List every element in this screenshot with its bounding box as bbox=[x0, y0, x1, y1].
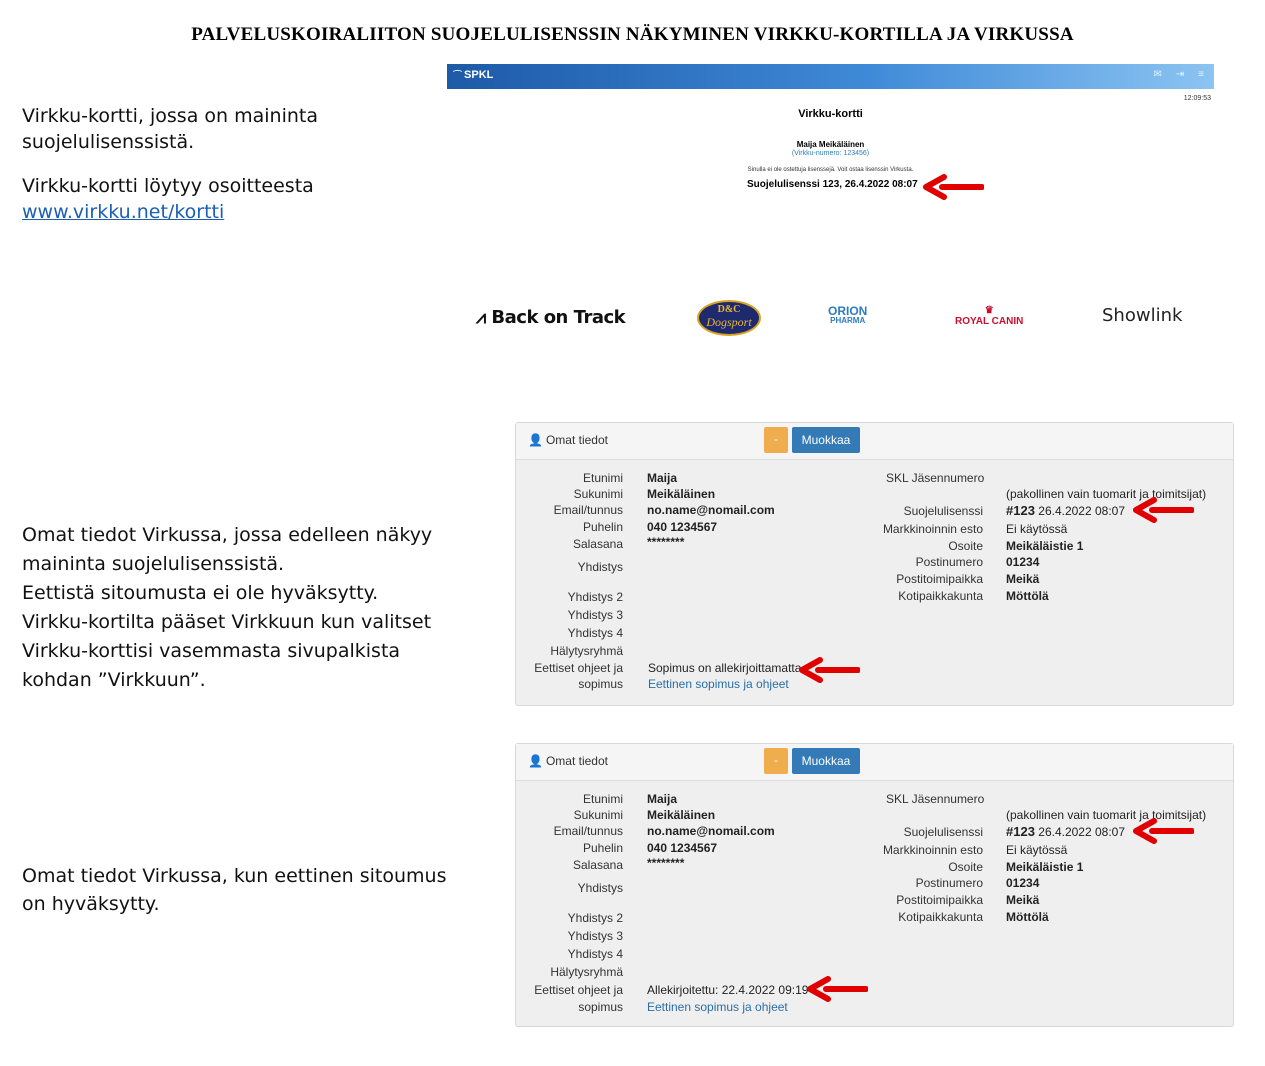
label-association-3: Yhdistys 3 bbox=[567, 608, 623, 622]
panel-title bbox=[528, 433, 608, 447]
intro-line: Virkku-kortti, jossa on maininta bbox=[22, 105, 318, 127]
red-arrow-icon bbox=[806, 976, 868, 1002]
value-post-office: Meikä bbox=[1006, 893, 1040, 907]
text-line: Omat tiedot Virkussa, jossa edelleen näkyy bbox=[22, 524, 433, 546]
value-address: Meikäläistie 1 bbox=[1006, 539, 1084, 553]
logout-icon[interactable]: ⇥ bbox=[1175, 69, 1185, 80]
license-value bbox=[1006, 503, 1125, 518]
member-number-note: (pakollinen vain tuomarit ja toimitsijat) bbox=[1006, 487, 1207, 501]
logo-text: Back on Track bbox=[491, 307, 626, 328]
label-alarm-group: Hälytysryhmä bbox=[550, 644, 623, 658]
label-home-municipality: Kotipaikkakunta bbox=[898, 910, 983, 924]
label-password: Salasana bbox=[572, 537, 623, 551]
page-title: PALVELUSKOIRALIITON SUOJELULISENSSIN NÄKYMINEN VIRKKU-KORTILLA JA VIRKUSSA bbox=[191, 24, 1074, 45]
value-first-name: Maija bbox=[647, 792, 678, 806]
value-last-name: Meikäläinen bbox=[647, 808, 716, 822]
value-first-name: Maija bbox=[647, 471, 678, 485]
license-line: Suojelulisenssi 123, 26.4.2022 08:07 bbox=[747, 179, 918, 190]
member-number: (Virkku-numero: 123456) bbox=[791, 150, 870, 157]
value-password: ******** bbox=[647, 535, 685, 549]
label-association-2: Yhdistys 2 bbox=[567, 911, 623, 925]
label-ethics: Eettiset ohjeet ja bbox=[534, 661, 623, 675]
license-date: 26.4.2022 08:07 bbox=[1038, 825, 1126, 839]
label-association-4: Yhdistys 4 bbox=[567, 626, 623, 640]
label-agreement: sopimus bbox=[578, 1000, 623, 1014]
bot-mark-icon: ⩘ bbox=[476, 307, 492, 328]
virkku-card-link[interactable]: www.virkku.net/kortti bbox=[22, 201, 225, 223]
label-association: Yhdistys bbox=[577, 560, 623, 574]
panel-header bbox=[516, 744, 1233, 781]
logo-text: ORION bbox=[828, 304, 868, 318]
label-phone: Puhelin bbox=[582, 841, 623, 855]
back-on-track-logo bbox=[476, 307, 625, 328]
clock: 12:09:53 bbox=[1183, 95, 1211, 102]
license-number: #123 bbox=[1006, 503, 1035, 518]
label-skl-member-number: SKL Jäsennumero bbox=[886, 792, 985, 806]
royal-canin-logo bbox=[955, 305, 1023, 327]
profile-panel bbox=[515, 422, 1234, 706]
text-line: Virkku-korttisi vasemmasta sivupalkista bbox=[22, 640, 401, 662]
edit-button[interactable]: Muokkaa bbox=[792, 427, 860, 453]
label-agreement: sopimus bbox=[578, 677, 623, 691]
label-marketing-block: Markkinoinnin esto bbox=[882, 522, 983, 536]
label-protection-license: Suojelulisenssi bbox=[903, 504, 983, 518]
label-skl-member-number: SKL Jäsennumero bbox=[886, 471, 985, 485]
showlink-logo: Showlink bbox=[1102, 305, 1183, 326]
spkl-logo[interactable] bbox=[453, 68, 493, 81]
red-arrow-icon bbox=[798, 657, 860, 683]
panel-title-text: Omat tiedot bbox=[545, 754, 608, 768]
label-post-office: Postitoimipaikka bbox=[896, 893, 983, 907]
panel-title-text: Omat tiedot bbox=[545, 433, 608, 447]
logo-text: Dogsport bbox=[706, 315, 752, 329]
label-last-name: Sukunimi bbox=[573, 487, 623, 501]
label-association-4: Yhdistys 4 bbox=[567, 947, 623, 961]
text-line: kohdan ”Virkkuun”. bbox=[22, 669, 206, 691]
value-last-name: Meikäläinen bbox=[647, 487, 716, 501]
value-email: no.name@nomail.com bbox=[647, 503, 775, 517]
text-line: maininta suojelulisenssistä. bbox=[22, 553, 285, 575]
logo-text: D&C bbox=[717, 304, 741, 315]
license-number: #123 bbox=[1006, 824, 1035, 839]
value-home-municipality: Möttölä bbox=[1006, 910, 1049, 924]
license-value bbox=[1006, 824, 1125, 839]
text-line: Eettistä sitoumusta ei ole hyväksytty. bbox=[22, 582, 379, 604]
member-number-note: (pakollinen vain tuomarit ja toimitsijat) bbox=[1006, 808, 1207, 822]
value-post-office: Meikä bbox=[1006, 572, 1040, 586]
panel-header bbox=[516, 423, 1233, 460]
label-post-office: Postitoimipaikka bbox=[896, 572, 983, 586]
bottom-text bbox=[22, 862, 447, 918]
middle-text bbox=[22, 521, 432, 695]
red-arrow-icon bbox=[1132, 818, 1194, 844]
label-postal-code: Postinumero bbox=[915, 555, 983, 569]
license-date: 26.4.2022 08:07 bbox=[1038, 504, 1126, 518]
menu-icon[interactable]: ≡ bbox=[1198, 69, 1204, 80]
label-address: Osoite bbox=[948, 860, 983, 874]
label-ethics: Eettiset ohjeet ja bbox=[534, 983, 623, 997]
member-name: Maija Meikäläinen bbox=[796, 140, 865, 149]
label-postal-code: Postinumero bbox=[915, 876, 983, 890]
text-line: Omat tiedot Virkussa, kun eettinen sitoumus bbox=[22, 865, 447, 887]
label-first-name: Etunimi bbox=[582, 471, 623, 485]
label-last-name: Sukunimi bbox=[573, 808, 623, 822]
nav-icons bbox=[1139, 69, 1204, 80]
collapse-button[interactable]: - bbox=[764, 427, 788, 453]
panel-title bbox=[528, 754, 608, 768]
user-icon: 👤 bbox=[528, 754, 543, 768]
value-postal-code: 01234 bbox=[1006, 555, 1040, 569]
label-address: Osoite bbox=[948, 539, 983, 553]
logo-text: SPKL bbox=[464, 69, 494, 81]
value-marketing-block: Ei käytössä bbox=[1006, 843, 1068, 857]
dc-dogsport-logo bbox=[697, 300, 761, 336]
value-home-municipality: Möttölä bbox=[1006, 589, 1049, 603]
ethics-status: Sopimus on allekirjoittamatta bbox=[648, 661, 802, 675]
label-first-name: Etunimi bbox=[582, 792, 623, 806]
value-marketing-block: Ei käytössä bbox=[1006, 522, 1068, 536]
label-protection-license: Suojelulisenssi bbox=[903, 825, 983, 839]
value-phone: 040 1234567 bbox=[647, 520, 718, 534]
profile-panel bbox=[515, 743, 1234, 1027]
label-password: Salasana bbox=[572, 858, 623, 872]
value-postal-code: 01234 bbox=[1006, 876, 1040, 890]
user-icon: 👤 bbox=[528, 433, 543, 447]
label-association: Yhdistys bbox=[577, 881, 623, 895]
orion-pharma-logo bbox=[828, 306, 867, 326]
label-association-2: Yhdistys 2 bbox=[567, 590, 623, 604]
virkku-card-screenshot bbox=[447, 64, 1214, 214]
label-alarm-group: Hälytysryhmä bbox=[550, 965, 623, 979]
card-title: Virkku-kortti bbox=[798, 108, 863, 120]
text-line: on hyväksytty. bbox=[22, 893, 160, 915]
ethics-agreement-link[interactable]: Eettinen sopimus ja ohjeet bbox=[648, 677, 789, 691]
value-phone: 040 1234567 bbox=[647, 841, 718, 855]
red-arrow-icon bbox=[922, 174, 984, 200]
mail-icon[interactable]: ✉ bbox=[1153, 69, 1162, 80]
intro-text bbox=[22, 103, 318, 225]
value-address: Meikäläistie 1 bbox=[1006, 860, 1084, 874]
license-note: Sinulla ei ole ostettuja lisenssejä. Voit ostaa lisenssin Virkusta. bbox=[747, 167, 914, 173]
red-arrow-icon bbox=[1132, 497, 1194, 523]
edit-button[interactable]: Muokkaa bbox=[792, 748, 860, 774]
logo-text: ROYAL CANIN bbox=[955, 316, 1024, 327]
crown-icon: ♛ bbox=[984, 305, 994, 316]
value-password: ******** bbox=[647, 856, 685, 870]
label-email: Email/tunnus bbox=[553, 824, 623, 838]
ethics-agreement-link[interactable]: Eettinen sopimus ja ohjeet bbox=[647, 1000, 788, 1014]
label-phone: Puhelin bbox=[582, 520, 623, 534]
navbar bbox=[447, 64, 1214, 89]
logo-text: PHARMA bbox=[830, 316, 866, 325]
dog-icon: ⌒ bbox=[453, 70, 463, 80]
label-marketing-block: Markkinoinnin esto bbox=[882, 843, 983, 857]
label-email: Email/tunnus bbox=[553, 503, 623, 517]
collapse-button[interactable]: - bbox=[764, 748, 788, 774]
intro-line: Virkku-kortti löytyy osoitteesta bbox=[22, 175, 314, 197]
intro-line: suojelulisenssistä. bbox=[22, 131, 195, 153]
ethics-status: Allekirjoitettu: 22.4.2022 09:19 bbox=[647, 983, 809, 997]
value-email: no.name@nomail.com bbox=[647, 824, 775, 838]
label-home-municipality: Kotipaikkakunta bbox=[898, 589, 983, 603]
label-association-3: Yhdistys 3 bbox=[567, 929, 623, 943]
text-line: Virkku-kortilta pääset Virkkuun kun valitset bbox=[22, 611, 432, 633]
